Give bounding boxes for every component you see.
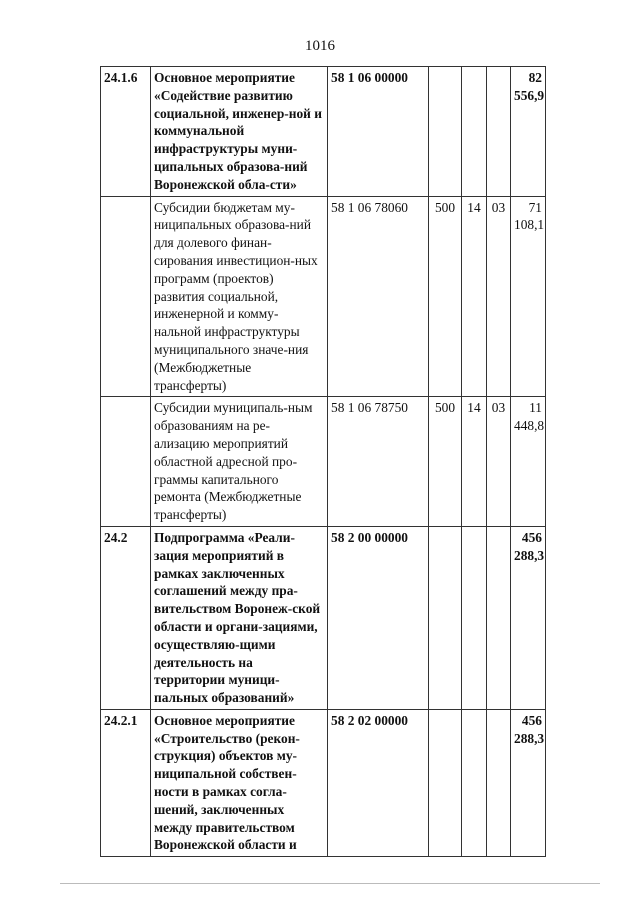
item-name-cell: Основное мероприятие «Содействие развитию социальной, инженер-ной и коммунальной инфраструктуры муни-ципальных образова-ний Воронежской обла-сти» [151, 67, 328, 197]
expense-type-cell: 500 [429, 397, 462, 527]
table-row [101, 196, 546, 397]
expense-type-cell [429, 67, 462, 197]
expense-type-cell [429, 526, 462, 709]
target-code-cell: 58 1 06 78060 [328, 196, 429, 397]
amount-cell: 456 288,3 [511, 709, 546, 856]
item-name-cell: Субсидии бюджетам му-ниципальных образова-ний для долевого финан-сирования инвестицион-ных программ (проектов) развития социальной, инженерной и комму-нальной инфраструктуры муниципального значе-ния (Межбюджетные трансферты) [151, 196, 328, 397]
item-name-cell: Основное мероприятие «Строительство (рекон-струкция) объектов му-ниципальной собствен-ности в рамках согла-шений, заключенных между правительством Воронежской области и [151, 709, 328, 856]
subsection-cell: 03 [487, 397, 511, 527]
amount-cell: 456 288,3 [511, 526, 546, 709]
target-code-cell: 58 1 06 78750 [328, 397, 429, 527]
page-number: 1016 [305, 38, 335, 54]
amount-cell: 71 108,1 [511, 196, 546, 397]
table-row [101, 397, 546, 527]
row-number-cell [101, 196, 151, 397]
expense-type-cell: 500 [429, 196, 462, 397]
section-cell: 14 [462, 397, 487, 527]
subsection-cell [487, 709, 511, 856]
section-cell [462, 709, 487, 856]
row-number-cell [101, 397, 151, 527]
section-cell [462, 67, 487, 197]
table-row [101, 526, 546, 709]
target-code-cell: 58 2 02 00000 [328, 709, 429, 856]
table-body [101, 67, 546, 857]
item-name-cell: Подпрограмма «Реали-зация мероприятий в рамках заключенных соглашений между пра-вительством Воронеж-ской области и органи-зациями, осуществляю-щими деятельность на территории муници-пальных образований» [151, 526, 328, 709]
page-bottom-rule [60, 883, 600, 884]
amount-cell: 11 448,8 [511, 397, 546, 527]
item-name-cell: Субсидии муниципаль-ным образованиям на ре-ализацию мероприятий областной адресной про-граммы капитального ремонта (Межбюджетные трансферты) [151, 397, 328, 527]
row-number-cell: 24.2.1 [101, 709, 151, 856]
expense-type-cell [429, 709, 462, 856]
row-number-cell: 24.2 [101, 526, 151, 709]
amount-cell: 82 556,9 [511, 67, 546, 197]
table-row [101, 67, 546, 197]
subsection-cell [487, 67, 511, 197]
target-code-cell: 58 1 06 00000 [328, 67, 429, 197]
section-cell [462, 526, 487, 709]
target-code-cell: 58 2 00 00000 [328, 526, 429, 709]
subsection-cell: 03 [487, 196, 511, 397]
row-number-cell: 24.1.6 [101, 67, 151, 197]
budget-table [100, 66, 546, 857]
section-cell: 14 [462, 196, 487, 397]
table-row [101, 709, 546, 856]
subsection-cell [487, 526, 511, 709]
